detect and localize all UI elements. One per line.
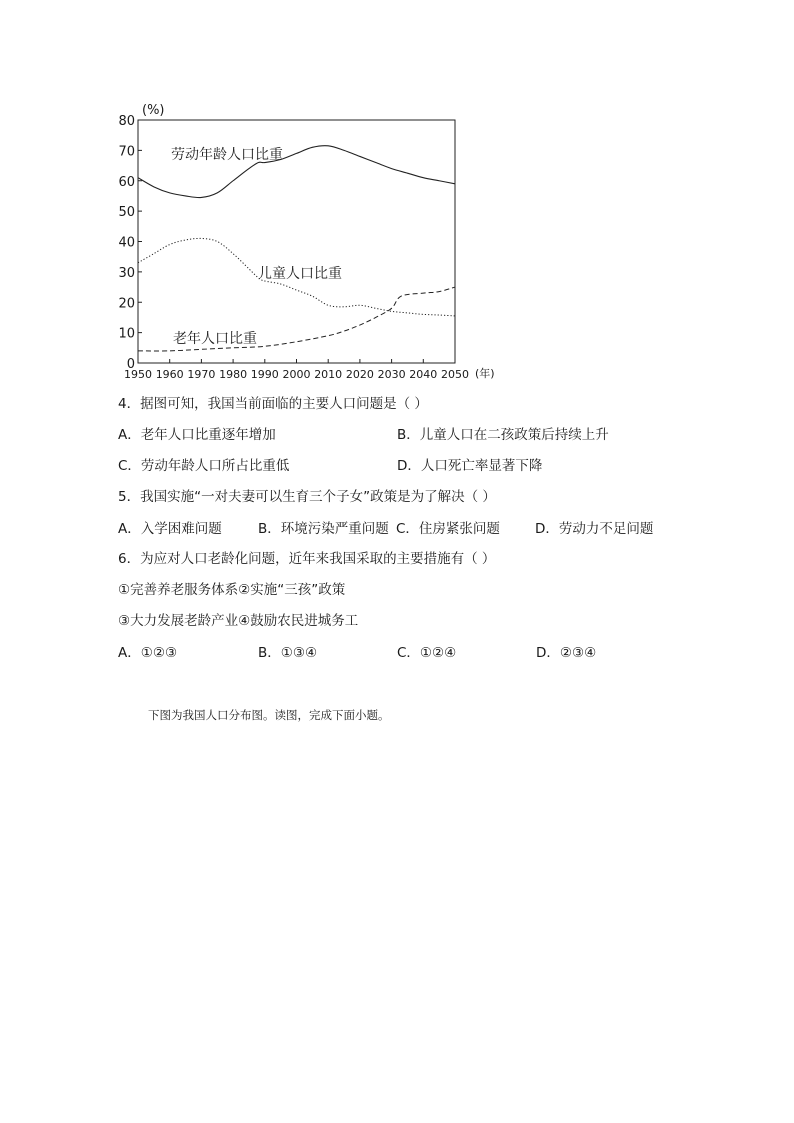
y-tick-label: 40: [118, 235, 135, 251]
question-6-items-line-2: ③大力发展老龄产业④鼓励农民进城务工: [118, 613, 359, 629]
series-label-labor: 劳动年龄人口比重: [171, 147, 283, 163]
y-tick-label: 10: [118, 326, 135, 342]
y-tick-label: 60: [118, 174, 135, 190]
map-intro-text: 下图为我国人口分布图。读图，完成下面小题。: [148, 708, 390, 722]
question-6-stem: 6．为应对人口老龄化问题，近年来我国采取的主要措施有（ ）: [118, 551, 496, 567]
question-5-option-c: C．住房紧张问题: [396, 521, 500, 537]
question-5-option-d: D．劳动力不足问题: [535, 521, 654, 537]
x-tick-label: 2010: [314, 368, 343, 381]
x-tick-label: 2040: [409, 368, 438, 381]
series-label-elder: 老年人口比重: [173, 331, 257, 347]
x-tick-label: 2050: [441, 368, 469, 381]
x-tick-label: 2030: [377, 368, 406, 381]
population-chart: [0, 0, 794, 400]
x-tick-label: 1970: [187, 368, 216, 381]
question-6-option-b: B．①③④: [258, 645, 318, 661]
x-tick-label: 1990: [250, 368, 279, 381]
x-tick-label: 2020: [345, 368, 374, 381]
x-tick-label: 1980: [219, 368, 248, 381]
y-tick-label: 70: [118, 144, 135, 160]
y-unit-label: (%): [142, 103, 165, 118]
question-5-option-b: B．环境污染严重问题: [258, 521, 389, 537]
question-6-option-c: C．①②④: [397, 645, 457, 661]
y-tick-label: 80: [118, 114, 135, 129]
question-6-items-line-1: ①完善养老服务体系②实施“三孩”政策: [118, 582, 346, 598]
question-4-stem: 4．据图可知，我国当前面临的主要人口问题是（ ）: [118, 396, 428, 412]
series-layer: [138, 146, 455, 351]
series-label-child: 儿童人口比重: [258, 266, 342, 282]
y-tick-label: 30: [118, 265, 135, 281]
question-4-option-a: A．老年人口比重逐年增加: [118, 427, 276, 443]
question-5-stem: 5．我国实施“一对夫妻可以生育三个子女”政策是为了解决（ ）: [118, 489, 496, 505]
question-4-option-c: C．劳动年龄人口所占比重低: [118, 458, 290, 474]
x-unit-label: (年): [475, 367, 495, 380]
question-6-option-d: D．②③④: [536, 645, 597, 661]
y-tick-label: 0: [126, 357, 135, 372]
question-6-option-a: A．①②③: [118, 645, 178, 661]
y-tick-label: 20: [118, 296, 135, 312]
x-tick-label: 2000: [282, 368, 311, 381]
question-4-option-d: D．人口死亡率显著下降: [397, 458, 543, 474]
y-tick-label: 50: [118, 205, 135, 221]
x-tick-label: 1950: [124, 368, 152, 381]
question-4-option-b: B．儿童人口在二孩政策后持续上升: [397, 427, 609, 443]
x-axis-ticks: [124, 359, 469, 381]
x-tick-label: 1960: [155, 368, 184, 381]
question-5-option-a: A．入学困难问题: [118, 521, 222, 537]
